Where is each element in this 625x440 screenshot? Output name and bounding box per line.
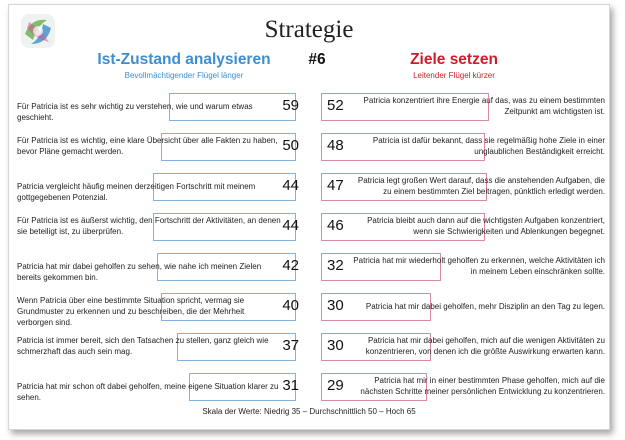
right-statement: Patricia hat mir dabei geholfen, mich auf die wenigen Aktivitäten zu konzentrieren, von denen ich die größte Auswirkung erwarten kann. <box>365 336 605 356</box>
score-row <box>9 291 609 331</box>
left-column-subheading: Bevollmächtigender Flügel länger <box>124 71 244 80</box>
score-row <box>9 171 609 211</box>
score-row <box>9 371 609 411</box>
left-score: 40 <box>282 297 299 314</box>
right-score: 48 <box>327 137 344 154</box>
left-statement: Für Patricia ist es äußerst wichtig, den Fortschritt der Aktivitäten, an denen sie beteiligt ist, zu überprüfen. <box>17 216 281 236</box>
right-statement: Patricia konzentriert ihre Energie auf das, was zu einem bestimmten Zeitpunkt am wichtigsten ist. <box>363 96 605 116</box>
right-statement: Patricia ist dafür bekannt, dass sie regelmäßig hohe Ziele in einer unglaublichen Beständigkeit erreicht. <box>372 136 605 156</box>
scale-note: Skala der Werte: Niedrig 35 – Durchschnittlich 50 – Hoch 65 <box>202 407 416 416</box>
score-row <box>9 331 609 371</box>
score-row <box>9 251 609 291</box>
right-score: 32 <box>327 257 344 274</box>
left-statement: Wenn Patricia über eine bestimmte Situation spricht, vermag sie Grundmuster zu erkennen und zu beschreiben, die der Mehrheit verborgen sind. <box>17 296 245 327</box>
right-score: 29 <box>327 377 344 394</box>
left-column-heading: Ist-Zustand analysieren <box>97 51 271 68</box>
competency-number: #6 <box>308 51 326 68</box>
right-score: 30 <box>327 297 344 314</box>
left-statement: Für Patricia ist es sehr wichtig zu verstehen, wie und warum etwas geschieht. <box>17 102 253 122</box>
right-score: 52 <box>327 97 344 114</box>
left-statement: Patricia hat mir schon oft dabei geholfen, meine eigene Situation klarer zu sehen. <box>17 382 279 402</box>
left-statement: Für Patricia ist es wichtig, eine klare Übersicht über alle Fakten zu haben, bevor Pläne gemacht werden. <box>17 136 278 156</box>
right-score: 47 <box>327 177 344 194</box>
score-row <box>9 211 609 251</box>
left-score: 50 <box>282 137 299 154</box>
left-statement: Patricia ist immer bereit, sich den Tatsachen zu stellen, ganz gleich wie schmerzhaft das auch sein mag. <box>17 336 269 356</box>
score-row <box>9 91 609 131</box>
right-score: 46 <box>327 217 344 234</box>
left-score: 44 <box>282 177 299 194</box>
right-statement: Patricia legt großen Wert darauf, dass die anstehenden Aufgaben, die zu einem bestimmten Ziel beitragen, pünktlich erledigt werden. <box>357 176 605 196</box>
left-statement: Patricia vergleicht häufig meinen derzeitigen Fortschritt mit meinem gottgegebenen Potenzial. <box>17 182 256 202</box>
right-statement: Patricia hat mir dabei geholfen, mehr Disziplin an den Tag zu legen. <box>365 302 605 311</box>
right-column-subheading: Leitender Flügel kürzer <box>413 71 495 80</box>
left-score: 31 <box>282 377 299 394</box>
left-score: 37 <box>282 337 299 354</box>
left-score: 59 <box>282 97 299 114</box>
right-statement: Patricia hat mir wiederholt geholfen zu erkennen, welche Aktivitäten ich in meinem Leben einschränken sollte. <box>353 256 605 276</box>
page-title: Strategie <box>264 16 354 43</box>
score-row <box>9 131 609 171</box>
left-statement: Patricia hat mir dabei geholfen zu sehen, wie nahe ich meinen Zielen bereits gekommen bin. <box>17 262 262 282</box>
right-statement: Patricia bleibt auch dann auf die wichtigsten Aufgaben konzentriert, wenn sie Schwierigkeiten und Ablenkungen begegnet. <box>367 216 605 236</box>
report-page <box>8 4 610 430</box>
right-score: 30 <box>327 337 344 354</box>
right-column-heading: Ziele setzen <box>410 51 498 68</box>
left-score: 42 <box>282 257 299 274</box>
right-statement: Patricia hat mir in einer bestimmten Phase geholfen, mich auf die nächsten Schritte meiner persönlichen Entwicklung zu konzentrieren. <box>360 376 605 396</box>
left-score: 44 <box>282 217 299 234</box>
